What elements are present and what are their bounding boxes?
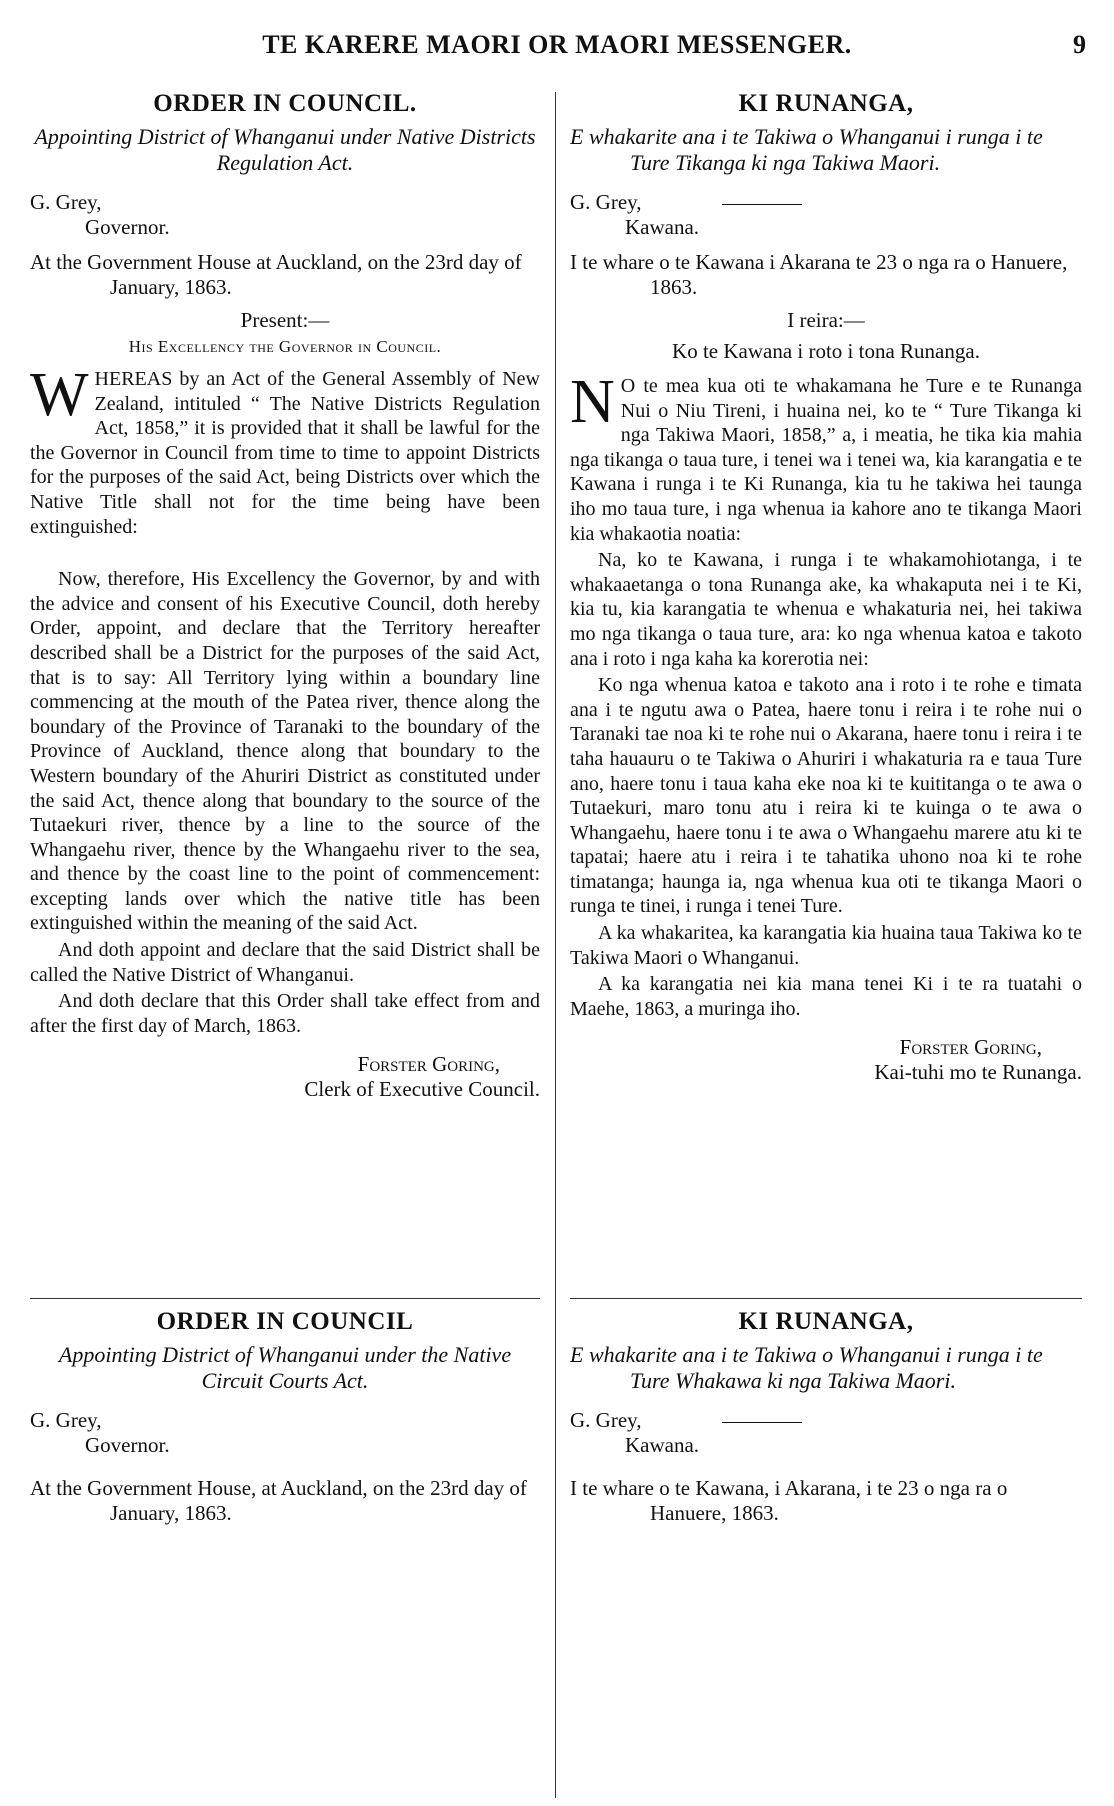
section-divider-left [30,1298,540,1299]
signer-title: Kawana. [625,1433,700,1457]
signer-name: G. Grey, [570,190,1082,215]
signer-title: Governor. [85,215,170,239]
order-subtitle: Appointing District of Whanganui under the Native Circuit Courts Act. [58,1342,512,1393]
order-date: I te whare o te Kawana, i Akarana, i te 23 o nga ra o Hanuere, 1863. [570,1476,1008,1525]
page-number: 9 [1073,30,1086,59]
naming-paragraph: A ka whakaritea, ka karangatia kia huaina taua Takiwa ko te Takiwa Maori o Whanganui. [570,922,1082,969]
signer-title: Governor. [85,1433,170,1457]
order-title: KI RUNANGA, [738,90,914,117]
page-header [0,30,1114,70]
order-date: At the Government House at Auckland, on the 23rd day of January, 1863. [30,250,522,299]
naming-paragraph: And doth appoint and declare that the said District shall be called the Native District of Whanganui. [30,939,540,986]
drop-cap: W [30,361,89,429]
closing-signature [30,1052,540,1102]
order-title: ORDER IN COUNCIL [156,1308,414,1335]
signature-rule [722,204,802,205]
right-column-lower [570,1308,1082,1534]
closing-title: Kai-tuhi mo te Runanga. [874,1060,1082,1085]
whereas-paragraph [30,361,540,539]
closing-signature [570,1035,1082,1085]
signer-name: G. Grey, [570,1408,1082,1433]
order-in-council-2 [30,1308,540,1526]
column-divider [555,92,556,1798]
closing-name: Forster Goring, [899,1035,1042,1060]
paragraph-text: O te mea kua oti te whakamana he Ture e te Runanga Nui o Niu Tireni, i huaina nei, ko te “ Ture Tikanga ki nga Takiwa Maori, 1858,” a, i meatia, he tika kia mahia nga tikanga o taua ture, i tenei wa i tenei wa, kia karangatia e te Kawana i runga i te Ki Runanga, kia tu he takiwa hei taunga iho mo taua ture, i nga whenua ia kahore ano te tikanga Maori kia whakaotia noatia: [570,375,1082,545]
order-subtitle: E whakarite ana i te Takiwa o Whanganui i runga i te Ture Tikanga ki nga Takiwa Maori. [570,124,1043,175]
paragraph-text: HEREAS by an Act of the General Assembly of New Zealand, intituled “ The Native Districts Regulation Act, 1858,” it is provided that it shall be lawful for the the Governor in Council from time to time to appoint Districts for the purposes of the said Act, being Districts over which the Native Title shall not for the time being have been extinguished: [30,368,540,538]
order-date: At the Government House, at Auckland, on the 23rd day of January, 1863. [30,1476,527,1525]
order-date: I te whare o te Kawana i Akarana te 23 o nga ra o Hanuere, 1863. [570,250,1068,299]
signer-name: G. Grey, [30,1408,102,1432]
order-title: KI RUNANGA, [738,1308,914,1335]
left-column-lower [30,1308,540,1534]
present-names: Ko te Kawana i roto i tona Runanga. [672,339,980,363]
present-label: Present:— [240,308,330,332]
signer-name: G. Grey, [30,190,102,214]
order-subtitle: E whakarite ana i te Takiwa o Whanganui i runga i te Ture Whakawa ki nga Takiwa Maori. [570,1342,1043,1393]
left-column [30,90,540,1102]
order-paragraph: Now, therefore, His Excellency the Governor, by and with the advice and consent of his Executive Council, doth hereby Order, appoint, and declare that the Territory hereafter described shall be a District for the purposes of the said Act, that is to say: All Territory lying within a boundary line commencing at the mouth of the Patea river, thence along the boundary of the Province of Taranaki to the boundary of the Province of Auckland, thence along that boundary to the Western boundary of the Ahuriri District as constituted under the said Act, thence along that boundary to the source of the Tutaekuri river, thence by a line to the source of the Whangaehu river, thence by the Whangaehu river to the sea, and thence by the coast line to the point of commencement: excepting lands over which the native title has been extinguished within the meaning of the said Act. [30,568,540,935]
present-label: I reira:— [787,308,865,332]
closing-name: Forster Goring, [357,1052,500,1077]
order-title: ORDER IN COUNCIL. [153,90,417,117]
order-in-council-1 [30,90,540,1102]
present-names: His Excellency the Governor in Council. [128,337,442,356]
boundary-paragraph: Ko nga whenua katoa e takoto ana i roto i te rohe e timata ana i te ngutu awa o Patea, haere tonu i reira i te rohe nui o Taranaki tae noa ki te rohe nui o Akarana, haere tonu i reira i te taha hauauru o te Takiwa o Ahuriri i whakaturia ra e taua Ture ano, haere tonu i taua kaha eke noa ki te kuititanga o te awa o Tutaekuri, maro tonu atu i reira ki te kuinga o te awa o Whangaehu, haere tonu i te awa o Whangaehu marere atu ki te tapatai; haere atu i reira i te tahatika uhono noa ki te rohe timatanga; haunga ia, nga whenua kua oti te tikanga Maori o runga te tinei, i runga i tenei Ture. [570,674,1082,918]
order-paragraph: Na, ko te Kawana, i runga i te whakamohiotanga, i te whakaaetanga o tona Runanga ake, ka whakaputa nei i te Ki, kia tu, kia karangatia te whenua e whakaturia nei, hei takiwa mo nga tikanga o taua ture, ara: ko nga whenua katoa e takoto ana i roto i nga kaha ka korerotia nei: [570,549,1082,670]
effect-paragraph: And doth declare that this Order shall take effect from and after the first day of March, 1863. [30,990,540,1037]
signature-rule [722,1422,802,1423]
whereas-paragraph [570,368,1082,546]
right-column [570,90,1082,1085]
signer-title: Kawana. [625,215,700,239]
drop-cap: N [570,368,615,436]
ki-runanga-1 [570,90,1082,1085]
section-divider-right [570,1298,1082,1299]
ki-runanga-2 [570,1308,1082,1526]
closing-title: Clerk of Executive Council. [304,1077,540,1102]
effect-paragraph: A ka karangatia nei kia mana tenei Ki i te ra tuatahi o Maehe, 1863, a muringa iho. [570,973,1082,1020]
running-title: TE KARERE MAORI OR MAORI MESSENGER. [262,30,852,59]
order-subtitle: Appointing District of Whanganui under Native Districts Regulation Act. [34,124,536,175]
